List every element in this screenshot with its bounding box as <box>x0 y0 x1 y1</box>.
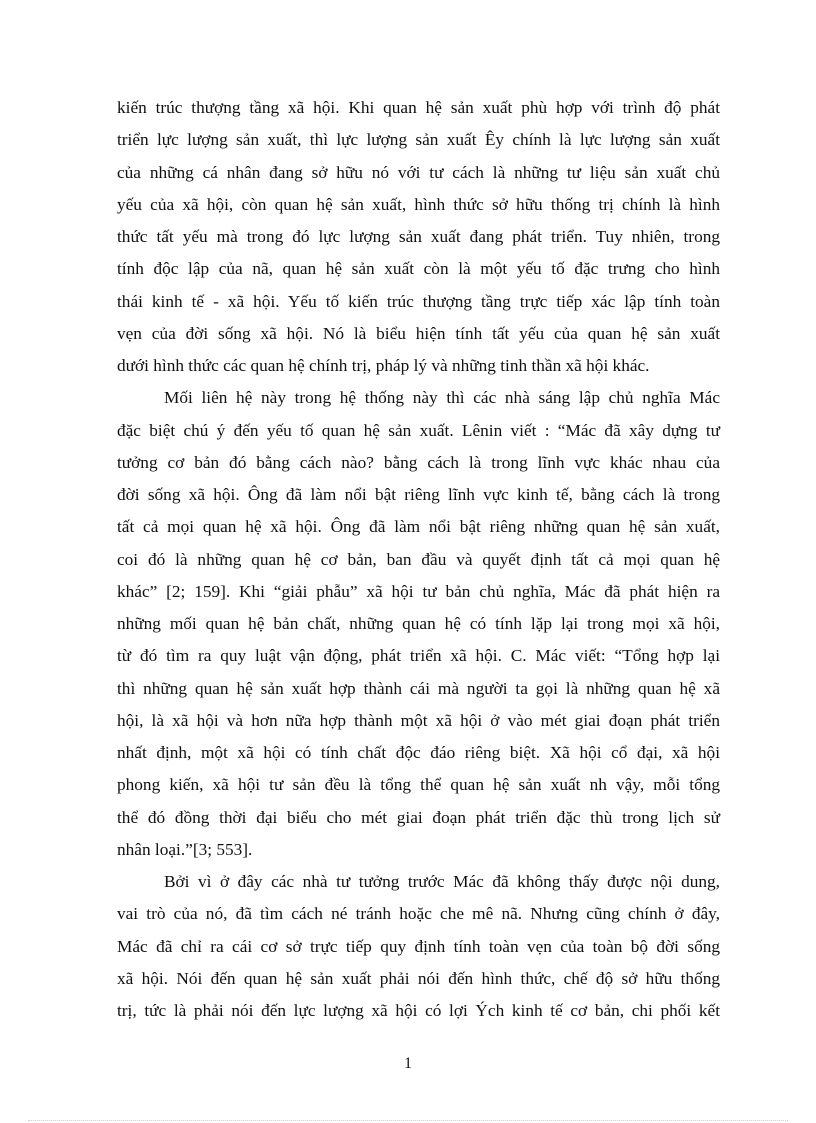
text-line: hội, là xã hội và hơn nữa hợp thành một xã hội ở vào mét giai đoạn phát triển <box>117 710 720 730</box>
text-line: triển lực lượng sản xuất, thì lực lượng sản xuất Êy chính là lực lượng sản xuất <box>117 130 720 150</box>
text-line: đặc biệt chú ý đến yếu tố quan hệ sản xuất. Lênin viết : “Mác đã xây dựng tư <box>117 420 720 440</box>
text-line: phong kiến, xã hội tư sản đều là tổng thể quan hệ sản xuất nh vậy, mỗi tổng <box>117 775 720 795</box>
text-line: của những cá nhân đang sở hữu nó với tư cách là những tư liệu sản xuất chủ <box>117 162 720 182</box>
text-line: tưởng cơ bản đó bằng cách nào? bằng cách là trong lĩnh vực khác nhau của <box>117 452 720 472</box>
text-line: vai trò của nó, đã tìm cách né tránh hoặc che mê nã. Nhưng cũng chính ở đây, <box>117 904 720 924</box>
text-line: tất cả mọi quan hệ xã hội. Ông đã làm nổi bật riêng những quan hệ sản xuất, <box>117 517 720 537</box>
text-line: xã hội. Nói đến quan hệ sản xuất phải nói đến hình thức, chế độ sở hữu thống <box>117 968 720 988</box>
page-number: 1 <box>404 1055 412 1072</box>
paragraph-first-line: Mối liên hệ này trong hệ thống này thì các nhà sáng lập chủ nghĩa Mác <box>164 388 720 408</box>
text-line: thức tất yếu mà trong đó lực lượng sản xuất đang phát triển. Tuy nhiên, trong <box>117 227 720 246</box>
page-bottom-rule <box>28 1120 788 1121</box>
text-line: nhất định, một xã hội có tính chất độc đáo riêng biệt. Xã hội cổ đại, xã hội <box>117 743 720 762</box>
text-line: dưới hình thức các quan hệ chính trị, pháp lý và những tinh thần xã hội khác. <box>117 356 650 375</box>
body-text <box>117 92 720 1027</box>
paragraph-first-line: Bởi vì ở đây các nhà tư tưởng trước Mác đã không thấy được nội dung, <box>164 872 720 891</box>
text-line: thái kinh tế - xã hội. Yếu tố kiến trúc thượng tầng trực tiếp xác lập tính toàn <box>117 291 720 311</box>
text-line: tính độc lập của nã, quan hệ sản xuất còn là một yếu tố đặc trưng cho hình <box>117 259 720 279</box>
text-line: coi đó là những quan hệ cơ bản, ban đầu và quyết định tất cả mọi quan hệ <box>117 549 720 569</box>
text-line: trị, tức là phải nói đến lực lượng xã hội có lợi Ých kinh tế cơ bản, chi phối kết <box>117 1001 720 1020</box>
text-line: vẹn của đời sống xã hội. Nó là biểu hiện tính tất yếu của quan hệ sản xuất <box>117 323 720 343</box>
text-line: nhân loại.”[3; 553]. <box>117 839 253 859</box>
text-line: thì những quan hệ sản xuất hợp thành cái mà người ta gọi là những quan hệ xã <box>117 678 720 698</box>
text-line: những mối quan hệ bản chất, những quan hệ có tính lặp lại trong mọi xã hội, <box>117 614 720 633</box>
text-line: từ đó tìm ra quy luật vận động, phát triển xã hội. C. Mác viết: “Tổng hợp lại <box>117 646 720 666</box>
text-line: đời sống xã hội. Ông đã làm nổi bật riêng lĩnh vực kinh tế, bằng cách là trong <box>117 485 720 504</box>
text-line: Mác đã chỉ ra cái cơ sở trực tiếp quy định tính toàn vẹn của toàn bộ đời sống <box>117 936 720 956</box>
text-line: yếu của xã hội, còn quan hệ sản xuất, hình thức sở hữu thống trị chính là hình <box>117 194 720 214</box>
text-line: thể đó đồng thời đại biểu cho mét giai đoạn phát triển đặc thù trong lịch sử <box>117 807 720 827</box>
text-line: khác” [2; 159]. Khi “giải phẫu” xã hội tư bản chủ nghĩa, Mác đã phát hiện ra <box>117 581 720 601</box>
text-line: kiến trúc thượng tầng xã hội. Khi quan hệ sản xuất phù hợp với trình độ phát <box>117 98 720 117</box>
